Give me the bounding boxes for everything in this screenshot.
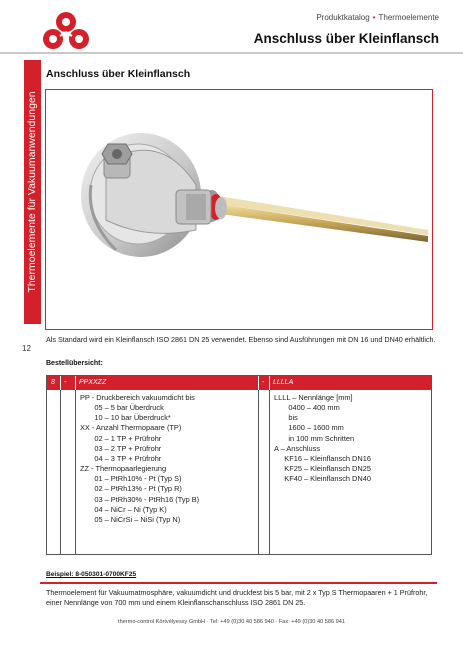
left-options-column — [80, 393, 199, 525]
option-line: bis — [274, 413, 298, 423]
body-divider-3 — [258, 390, 259, 554]
footer-company: thermo-control Körtvélyessy GmbH — [118, 619, 206, 625]
table-header-row — [47, 376, 431, 390]
option-line: PP - Druckbereich vakuumdicht bis — [80, 393, 195, 402]
body-divider-2 — [75, 390, 76, 554]
order-code-table — [46, 375, 432, 555]
option-line: in 100 mm Schritten — [274, 433, 355, 443]
rod-icon — [206, 194, 428, 242]
example-divider — [40, 582, 437, 584]
header-cell-code-2: LLLLA — [273, 379, 294, 386]
option-line: 0400 – 400 mm — [274, 403, 340, 413]
example-label: Beispiel: 8-050301-0700KF25 — [46, 571, 137, 578]
product-image-frame — [45, 89, 433, 330]
option-line: 05 – 5 bar Überdruck — [80, 403, 164, 413]
option-line: KF40 – Kleinflansch DN40 — [274, 474, 371, 484]
header-cell-dash-2: - — [262, 379, 265, 386]
header-breadcrumb — [316, 13, 439, 22]
page-title: Anschluss über Kleinflansch — [253, 31, 439, 46]
product-image — [46, 90, 432, 329]
breadcrumb-separator: • — [372, 13, 376, 22]
right-options-column — [274, 393, 371, 484]
option-line: 03 – 2 TP + Prüfrohr — [80, 443, 162, 453]
header-section: Thermoelemente — [378, 13, 439, 22]
option-line: KF25 – Kleinflansch DN25 — [274, 464, 371, 474]
page-footer — [0, 619, 463, 625]
footer-separator: · — [275, 619, 279, 625]
body-divider-1 — [60, 390, 61, 554]
option-line: 10 – 10 bar Überdruck* — [80, 413, 171, 423]
side-banner — [24, 60, 41, 324]
header-divider — [0, 52, 463, 54]
option-line: 05 – NiCrSi – NiSi (Typ N) — [80, 514, 181, 524]
option-line: KF16 – Kleinflansch DN16 — [274, 453, 371, 463]
footer-fax: Fax: +49 (0)30 40 586 941 — [278, 619, 345, 625]
option-line: 1600 – 1600 mm — [274, 423, 344, 433]
header-divider-4 — [269, 376, 270, 390]
option-line: XX - Anzahl Thermopaare (TP) — [80, 423, 182, 433]
company-logo — [40, 10, 92, 50]
header-divider-3 — [258, 376, 259, 390]
option-line: A – Anschluss — [274, 443, 321, 453]
order-heading: Bestellübersicht: — [46, 360, 103, 367]
side-banner-text: Thermoelemente für Vakuumanwendungen — [26, 91, 38, 293]
example-text: Thermoelement für Vakuumatmosphäre, vakuumdicht und druckfest bis 5 bar, mit 2 x Typ S Thermopaaren + 1 Prüfrohr, einer Nennlänge von 700 mm und einem Kleinflanschanschluss ISO 2861 DN 25. — [46, 588, 428, 607]
option-line: 02 – PtRh13% - Pt (Typ R) — [80, 484, 182, 494]
body-divider-4 — [269, 390, 270, 554]
header-cell-dash-1: - — [64, 379, 67, 386]
option-line: 01 – PtRh10% - Pt (Typ S) — [80, 474, 182, 484]
footer-tel: Tel: +49 (0)30 40 586 940 — [209, 619, 274, 625]
option-line: 02 – 1 TP + Prüfrohr — [80, 433, 162, 443]
option-line: 03 – PtRh30% - PtRh16 (Typ B) — [80, 494, 200, 504]
option-line: ZZ - Thermopaarlegierung — [80, 464, 167, 474]
option-line: 04 – 3 TP + Prüfrohr — [80, 453, 162, 463]
page-number: 12 — [22, 344, 31, 353]
header-cell-prefix: 8 — [51, 379, 55, 386]
footer-separator: · — [206, 619, 210, 625]
option-line: LLLL – Nennlänge [mm] — [274, 393, 353, 402]
header-divider-2 — [75, 376, 76, 390]
header-catalog: Produktkatalog — [316, 13, 370, 22]
option-line: 04 – NiCr – Ni (Typ K) — [80, 504, 167, 514]
header-cell-code-1: PPXXZZ — [79, 379, 107, 386]
header-divider-1 — [60, 376, 61, 390]
section-title: Anschluss über Kleinflansch — [46, 68, 191, 80]
description-text: Als Standard wird ein Kleinflansch ISO 2861 DN 25 verwendet. Ebenso sind Ausführungen mit DN 16 und DN40 erhältlich. — [46, 335, 436, 344]
